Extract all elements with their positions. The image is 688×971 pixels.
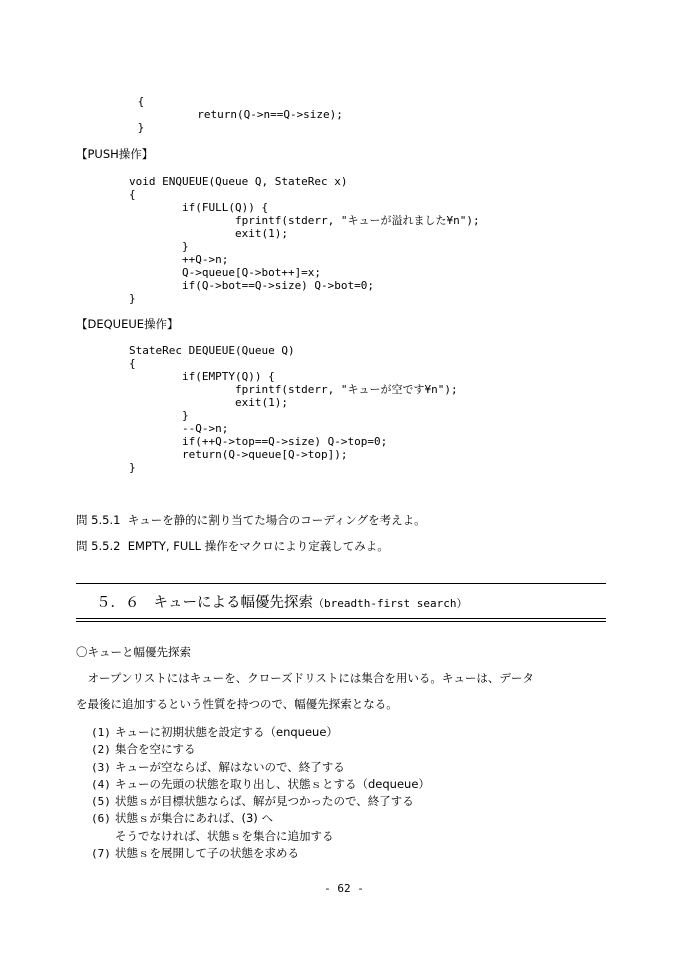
step-text: キューに初期状態を設定する（enqueue） — [115, 725, 338, 739]
section-title — [96, 594, 467, 613]
step-number: (1) — [91, 726, 111, 739]
step-item — [91, 759, 430, 776]
step-text: 集合を空にする — [115, 742, 196, 757]
section-rule-bottom-1 — [76, 618, 606, 619]
step-item — [91, 810, 430, 827]
step-item — [91, 845, 430, 862]
code-isempty-tail: { return(Q->n==Q->size); } — [137, 95, 343, 134]
step-item — [91, 776, 430, 793]
step-item — [91, 793, 430, 810]
step-text: 状態ｓが目標状態ならば、解が見つかったので、終了する — [115, 794, 414, 809]
section-number: ５．６ — [96, 595, 140, 611]
paragraph-line-1: オープンリストにはキューを、クローズドリストには集合を用いる。キューは、データ — [76, 671, 534, 685]
step-text: 状態ｓが集合にあれば、(3) へ — [115, 811, 273, 826]
section-rule-top — [76, 583, 606, 584]
step-text: そうでなければ、状態ｓを集合に追加する — [115, 828, 334, 843]
step-text: キューが空ならば、解はないので、終了する — [115, 759, 345, 774]
question-1: 問 5.5.1 キューを静的に割り当てた場合のコーディングを考えよ。 — [76, 513, 426, 527]
step-text: キューの先頭の状態を取り出し、状態ｓとする（dequeue） — [115, 776, 430, 791]
paragraph-line-2: を最後に追加するという性質を持つので、幅優先探索となる。 — [76, 697, 398, 711]
step-item — [91, 724, 430, 741]
code-dequeue: StateRec DEQUEUE(Queue Q) { if(EMPTY(Q)) { fprintf(stderr, "キューが空です¥n"); exit(1); } --Q->n; if(++Q->top==Q->size) Q->top=0; return(Q->queue[Q->top]); } — [129, 344, 458, 474]
push-heading: 【PUSH操作】 — [76, 147, 154, 161]
section-subtitle: （breadth-first search） — [313, 597, 468, 610]
step-number: (5) — [91, 795, 111, 809]
step-text: 状態ｓを展開して子の状態を求める — [115, 846, 299, 861]
section-main-title: キューによる幅優先探索 — [153, 595, 313, 611]
step-number: (2) — [91, 743, 111, 757]
question-2: 問 5.5.2 EMPTY, FULL 操作をマクロにより定義してみよ。 — [76, 539, 389, 553]
page-number: - 62 - — [324, 882, 364, 895]
code-enqueue: void ENQUEUE(Queue Q, StateRec x) { if(FULL(Q)) { fprintf(stderr, "キューが溢れました¥n"); exit(1); } ++Q->n; Q->queue[Q->bot++]=x; if(Q->bot==Q->size) Q->bot=0; } — [129, 175, 480, 305]
section-rule-bottom-2 — [76, 621, 606, 622]
step-list — [91, 724, 430, 862]
dequeue-heading: 【DEQUEUE操作】 — [76, 317, 179, 331]
subsection-heading: 〇キューと幅優先探索 — [76, 645, 191, 659]
step-number: (4) — [91, 777, 111, 791]
step-number: (7) — [91, 847, 111, 861]
step-number: (6) — [91, 812, 111, 826]
step-number: (3) — [91, 760, 111, 774]
step-item-continuation — [91, 828, 430, 845]
step-item — [91, 741, 430, 758]
